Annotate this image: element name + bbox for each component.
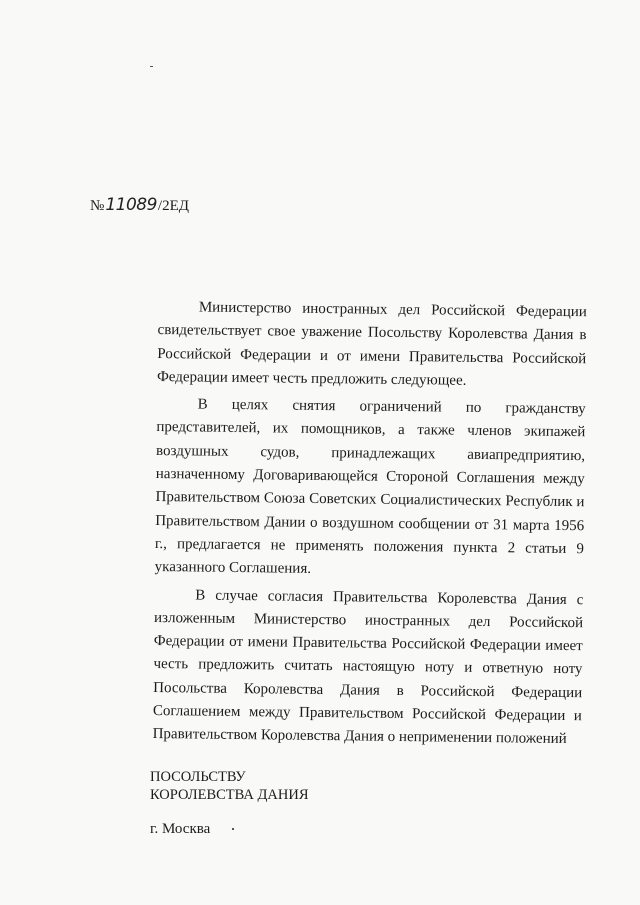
- handwritten-number: 11089: [105, 195, 157, 215]
- paragraph-proposal: В целях снятия ограничений по гражданству представителей, их помощников, а также членов экипажей воздушных судов, принадлежащих авиапредприятию, назначенному Договаривающейся Стороной Соглашения между Правительством Союза Советских Социалистических Республик и Правительством Дании о воздушном сообщении от 31 марта 1956 г., предлагается не применять положения пункта 2 статьи 9 указанного Соглашения.: [154, 396, 586, 578]
- number-prefix: №: [90, 198, 105, 214]
- note-reference-number: [90, 195, 189, 215]
- addressee-block: [150, 768, 309, 804]
- addressee-line-1: ПОСОЛЬСТВУ: [150, 769, 246, 785]
- paragraph-agreement: В случае согласия Правительства Королевства Дания с изложенным Министерство иностранных дел Российской Федерации от имени Правительства Российской Федерации имеет честь предложить считать настоящую ноту и ответную ноту Посольства Королевства Дания в Российской Федерации Соглашением между Правительством Российской Федерации и Правительством Королевства Дания о неприменении положений: [152, 587, 584, 748]
- paragraph-salutation: Министерство иностранных дел Российской Федерации свидетельствует свое уважение Посольству Королевства Дания в Российской Федерации и от имени Правительства Российской Федерации имеет честь предложить следующее.: [156, 299, 587, 389]
- number-suffix: /2ЕД: [157, 198, 189, 214]
- note-body: [152, 296, 587, 756]
- scan-speck: [232, 828, 234, 830]
- addressee-line-2: КОРОЛЕВСТВА ДАНИЯ: [150, 787, 309, 803]
- scan-speck: [150, 66, 153, 67]
- city-line: г. Москва: [150, 821, 211, 837]
